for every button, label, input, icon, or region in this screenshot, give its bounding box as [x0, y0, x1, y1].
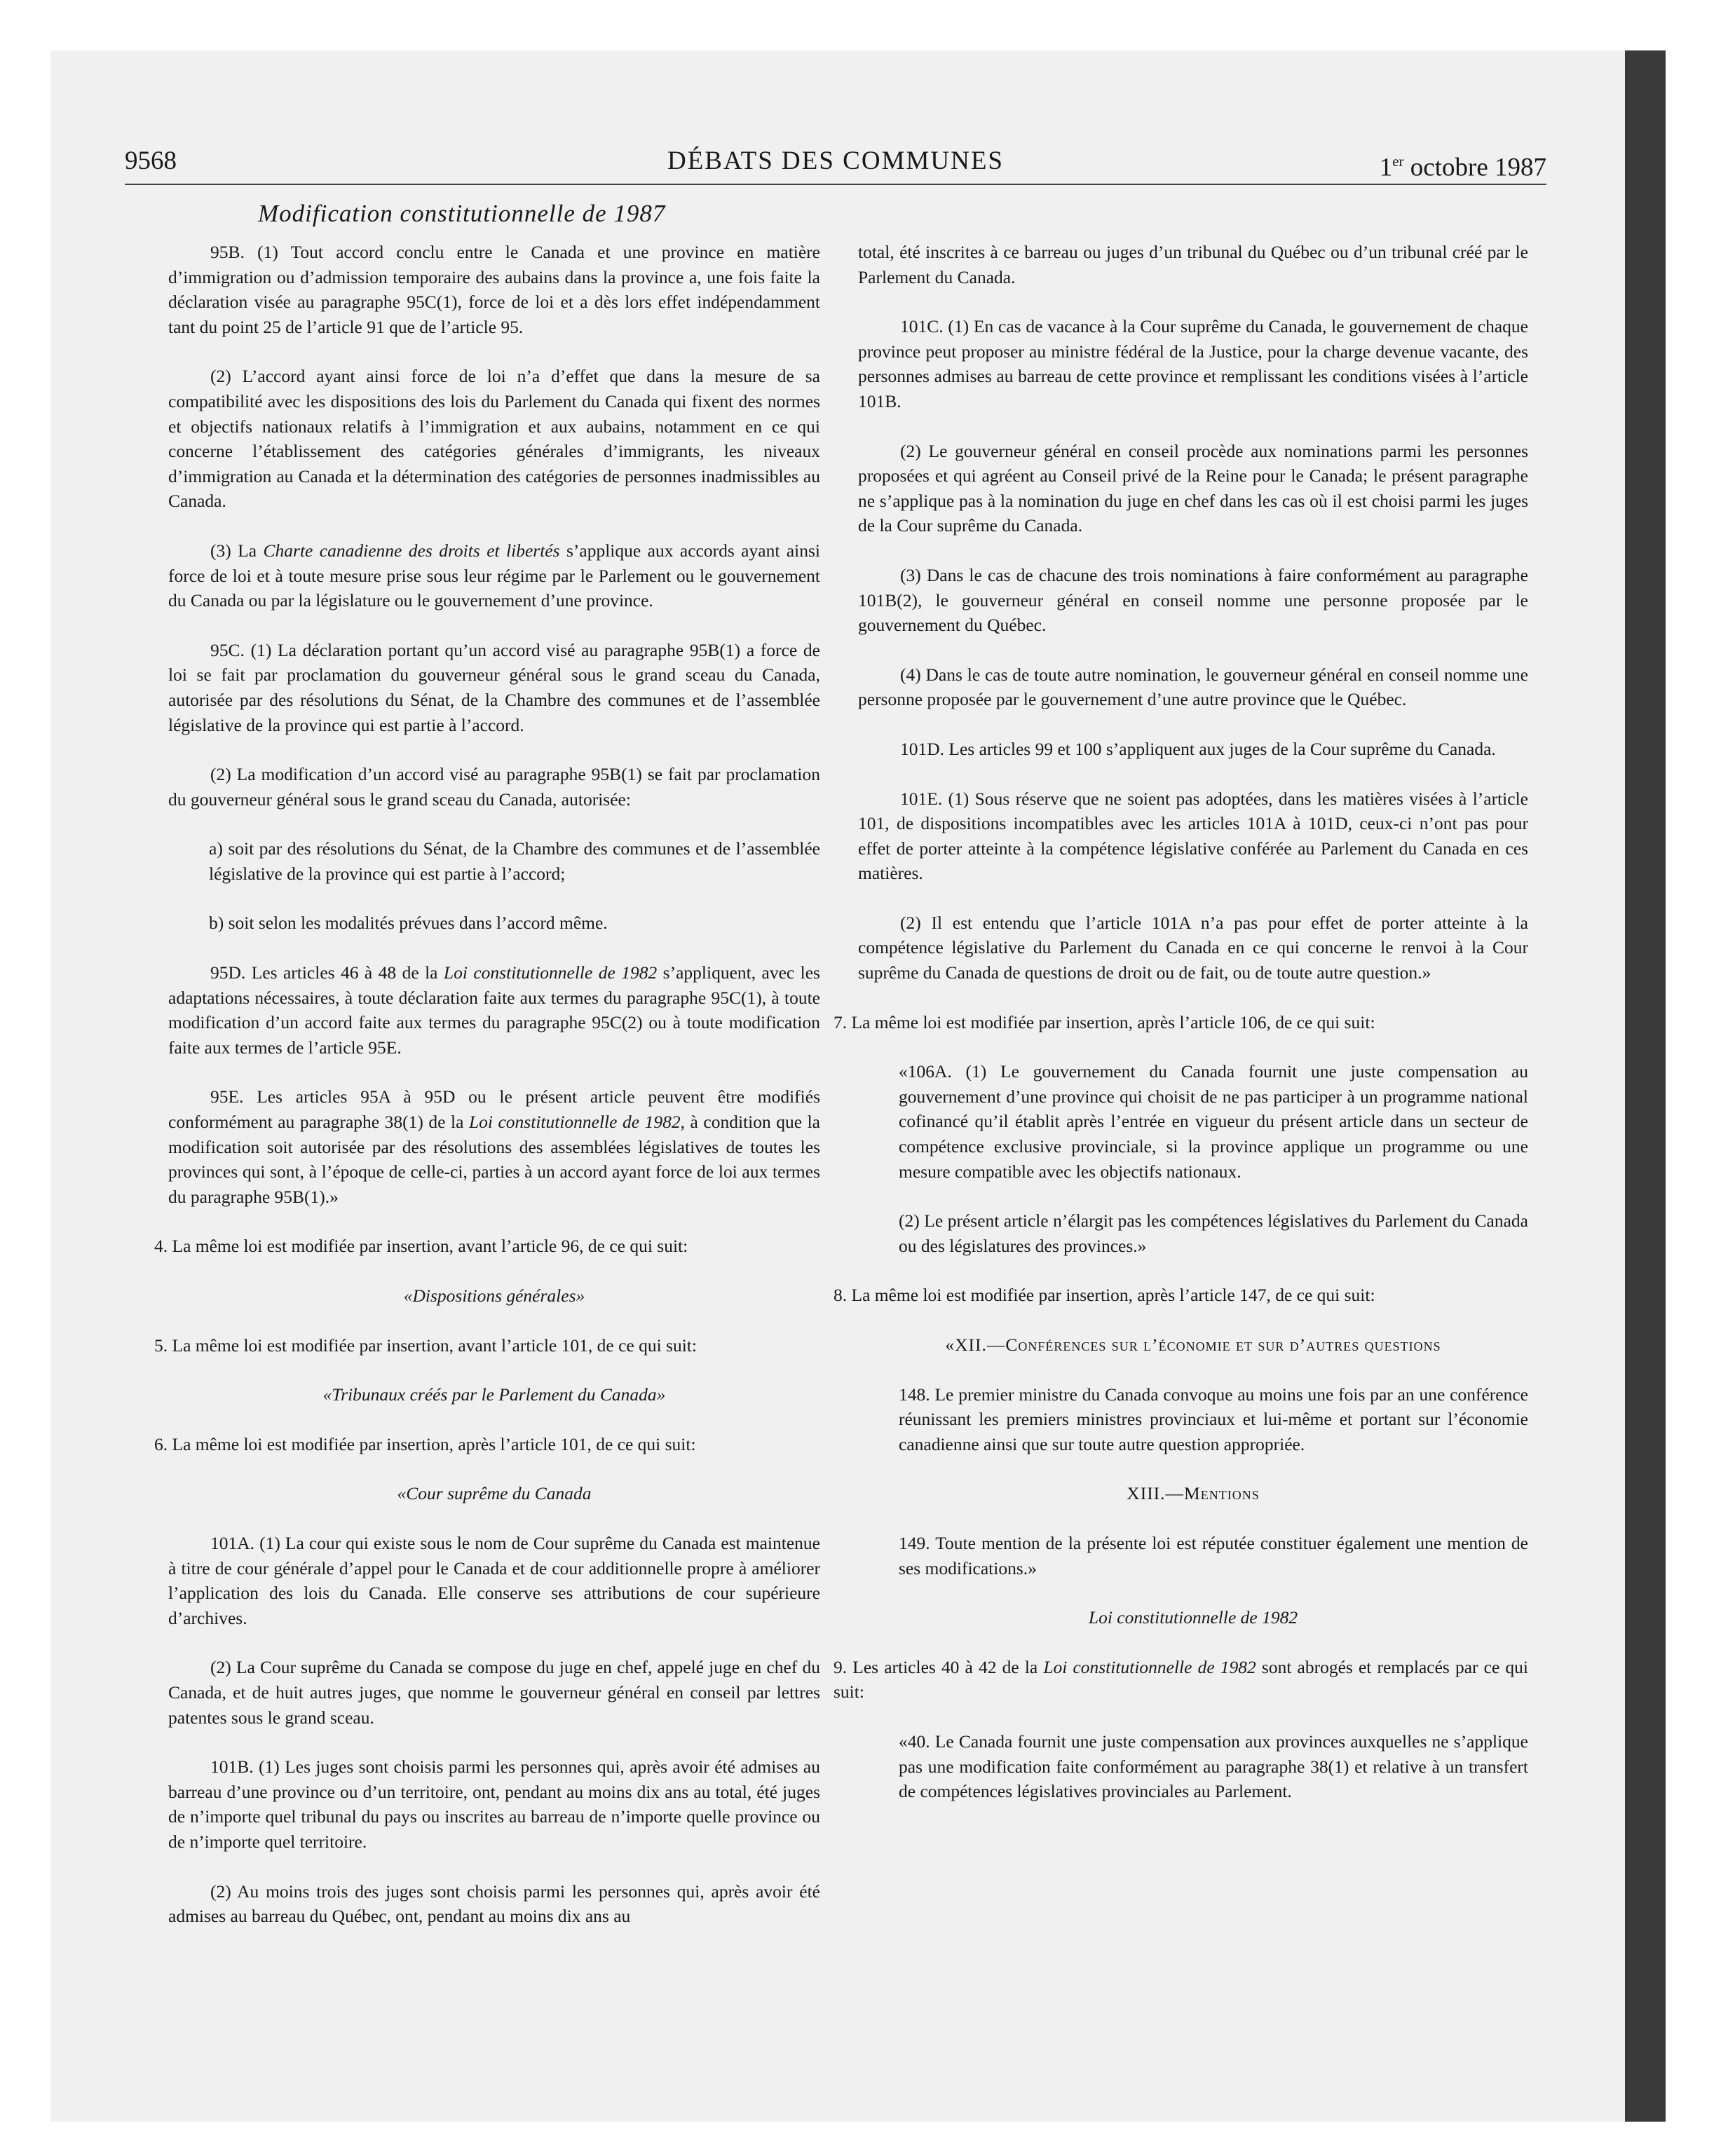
text-run: (3) La [210, 540, 264, 561]
text-run: 95E. Les articles 95A à 95D ou le présent article peuvent être modifiés conformément au paragraphe 38(1) de la [168, 1086, 820, 1133]
paragraph [168, 538, 820, 613]
journal-title: DÉBATS DES COMMUNES [667, 146, 1004, 175]
quoted-paragraph: «106A. (1) Le gouvernement du Canada fournit une juste compensation au gouvernement d’une province qui choisit de ne pas participer à un programme national cofinancé qu’il établit après l’entrée en vigueur du présent article dans un secteur de compétence exclusive provinciale, si la province applique un programme ou une mesure compatible avec les objectifs nationaux. [899, 1061, 1528, 1182]
paragraph: (2) Au moins trois des juges sont choisis parmi les personnes qui, après avoir été admises au barreau du Québec, ont, pendant au moins dix ans au [168, 1881, 820, 1927]
paragraph: 101B. (1) Les juges sont choisis parmi les personnes qui, après avoir été admises au barreau d’une province ou d’un territoire, ont, pendant au moins dix ans au total, été juges de n’importe quel tribunal du pays ou inscrites au barreau de n’importe quelle province ou de n’importe quel territoire. [168, 1756, 820, 1852]
section-heading: Modification constitutionnelle de 1987 [258, 200, 666, 227]
italic-title: Loi constitutionnelle de 1982 [468, 1112, 681, 1133]
paragraph: (2) La modification d’un accord visé au paragraphe 95B(1) se fait par proclamation du gouverneur général sous le grand sceau du Canada, autorisée: [168, 764, 820, 810]
text-run: , à condition que la modification soit autorisée par des résolutions des assemblées législatives de toutes les provinces qui sont, à l’époque de celle-ci, parties à un accord ayant force de loi aux termes du paragraphe 95B(1).» [168, 1112, 820, 1207]
paragraph: 101C. (1) En cas de vacance à la Cour suprême du Canada, le gouvernement de chaque province peut proposer au ministre fédéral de la Justice, pour la charge devenue vacante, des personnes admises au barreau de cette province et remplissant les conditions visées à l’article 101B. [858, 316, 1528, 411]
text-run: sont abrogés et remplacés par ce qui suit: [834, 1656, 1528, 1703]
text-run: s’appliquent, avec les adaptations nécessaires, à toute déclaration faite aux termes du paragraphe 95C(1), à toute modification d’un accord faite aux termes du paragraphe 95C(2) ou à toute modification faite aux termes de l’article 95E. [168, 962, 820, 1058]
paragraph [168, 1084, 820, 1209]
part-heading: «XII.—Conférences sur l’économie et sur d’autres questions [945, 1335, 1441, 1355]
paragraph: (2) Le gouverneur général en conseil procède aux nominations parmi les personnes proposées et qui agréent au Conseil privé de la Reine pour le Canada; le présent paragraphe ne s’applique pas à la nomination du juge en chef dans les cas où il est choisi parmi les juges de la Cour suprême du Canada. [858, 440, 1528, 536]
page-date [1380, 140, 1546, 189]
header-rule [125, 184, 1546, 185]
italic-title: Loi constitutionnelle de 1982 [443, 962, 658, 983]
paragraph: total, été inscrites à ce barreau ou juges d’un tribunal du Québec ou d’un tribunal créé par le Parlement du Canada. [858, 242, 1528, 287]
paragraph: 101E. (1) Sous réserve que ne soient pas adoptées, dans les matières visées à l’article 101, de dispositions incompatibles avec les articles 101A à 101D, ceux-ci n’ont pas pour effet de porter atteinte à la compétence législative conférée au Parlement du Canada en ces matières. [858, 788, 1528, 884]
paragraph: (3) Dans le cas de chacune des trois nominations à faire conformément au paragraphe 101B(2), le gouverneur général en conseil nomme une personne proposée par le gouvernement du Québec. [858, 564, 1528, 636]
right-column [834, 240, 1528, 1829]
date-day: 1 [1379, 153, 1393, 182]
list-item: a) soit par des résolutions du Sénat, de la Chambre des communes et de l’assemblée législative de la province qui est partie à l’accord; [209, 838, 820, 884]
subheading-text: «Tribunaux créés par le Parlement du Canada» [322, 1384, 666, 1405]
subheading [168, 1382, 820, 1407]
scan-edge-bar [1625, 50, 1666, 2122]
subheading [858, 1605, 1528, 1630]
paragraph: 101D. Les articles 99 et 100 s’appliquent aux juges de la Cour suprême du Canada. [900, 738, 1496, 759]
text-run: s’applique aux accords ayant ainsi force de loi et à toute mesure prise sous leur régime par le Parlement ou le gouvernement du Canada ou par la législature ou le gouvernement d’une province. [168, 540, 821, 611]
paragraph: 101A. (1) La cour qui existe sous le nom de Cour suprême du Canada est maintenue à titre de cour générale d’appel pour le Canada et de cour additionnelle propre à améliorer l’application des lois du Canada. Elle conserve ses attributions de cour supérieure d’archives. [168, 1532, 820, 1628]
date-rest: octobre 1987 [1403, 153, 1546, 182]
paragraph: (4) Dans le cas de toute autre nomination, le gouverneur général en conseil nomme une personne proposée par le gouvernement d’une autre province que le Québec. [858, 664, 1528, 710]
paragraph [168, 960, 820, 1060]
numbered-clause [834, 1655, 1528, 1705]
paragraph: (2) Il est entendu que l’article 101A n’a pas pour effet de porter atteinte à la compétence législative du Parlement du Canada en ce qui concerne le renvoi à la Cour suprême du Canada de questions de droit ou de fait, ou de toute autre question.» [858, 912, 1528, 983]
paragraph: 95B. (1) Tout accord conclu entre le Canada et une province en matière d’immigration ou d’admission temporaire des aubains dans la province a, une fois faite la déclaration visée au paragraphe 95C(1), force de loi et a dès lors effet indépendamment tant du point 25 de l’article 91 que de l’article 95. [168, 242, 820, 337]
page-number: 9568 [125, 146, 177, 175]
list-item: b) soit selon les modalités prévues dans l’accord même. [209, 913, 608, 934]
running-head [125, 140, 1546, 182]
subheading-text: «Cour suprême du Canada [397, 1483, 592, 1504]
quoted-paragraph: (2) Le présent article n’élargit pas les compétences législatives du Parlement du Canada ou des législatures des provinces.» [899, 1210, 1528, 1256]
numbered-clause: 4. La même loi est modifiée par insertion, avant l’article 96, de ce qui suit: [154, 1236, 688, 1257]
numbered-clause: 5. La même loi est modifiée par insertion, avant l’article 101, de ce qui suit: [154, 1335, 697, 1356]
numbered-clause: 7. La même loi est modifiée par insertion, après l’article 106, de ce qui suit: [834, 1011, 1375, 1032]
subheading-text: «Dispositions générales» [403, 1285, 585, 1306]
paragraph: (2) La Cour suprême du Canada se compose du juge en chef, appelé juge en chef du Canada, et de huit autres juges, que nomme le gouverneur général en conseil par lettres patentes sous le grand sceau. [168, 1657, 820, 1728]
subheading-text: Loi constitutionnelle de 1982 [1088, 1607, 1298, 1628]
text-run: 9. Les articles 40 à 42 de la [834, 1656, 1044, 1677]
part-heading: XIII.—Mentions [1127, 1483, 1260, 1504]
italic-title: Loi constitutionnelle de 1982 [1043, 1656, 1256, 1677]
text-run: 95D. Les articles 46 à 48 de la [210, 962, 444, 983]
paragraph: (2) L’accord ayant ainsi force de loi n’a d’effet que dans la mesure de sa compatibilité avec les dispositions des lois du Parlement du Canada qui fixent des normes et objectifs nationaux relatifs à l’immigration et aux aubains, notamment en ce qui concerne l’établissement des catégories générales d’immigrants, les niveaux d’immigration au Canada et la détermination des catégories de personnes inadmissibles au Canada. [168, 366, 820, 512]
numbered-clause: 8. La même loi est modifiée par insertion, après l’article 147, de ce qui suit: [834, 1285, 1375, 1306]
numbered-clause: 6. La même loi est modifiée par insertion, après l’article 101, de ce qui suit: [154, 1433, 696, 1454]
date-superscript: er [1392, 153, 1404, 170]
paragraph: 95C. (1) La déclaration portant qu’un accord visé au paragraphe 95B(1) a force de loi se fait par proclamation du gouverneur général sous le grand sceau du Canada, autorisée par des résolutions du Sénat, de la Chambre des communes et de l’assemblée législative de la province qui est partie à l’accord. [168, 639, 820, 735]
italic-title: Charte canadienne des droits et libertés [263, 540, 560, 561]
left-column [154, 240, 821, 1953]
quoted-paragraph: 149. Toute mention de la présente loi est réputée constituer également une mention de ses modifications.» [899, 1532, 1528, 1578]
subheading [168, 1283, 820, 1309]
subheading [168, 1481, 820, 1506]
quoted-paragraph: 148. Le premier ministre du Canada convoque au moins une fois par an une conférence réunissant les premiers ministres provinciaux et lui-même et portant sur l’économie canadienne ainsi que sur toute autre question appropriée. [899, 1384, 1528, 1454]
quoted-paragraph: «40. Le Canada fournit une juste compensation aux provinces auxquelles ne s’applique pas une modification faite conformément au paragraphe 38(1) et relative à un transfert de compétences législatives provinciales au Parlement. [899, 1731, 1528, 1802]
